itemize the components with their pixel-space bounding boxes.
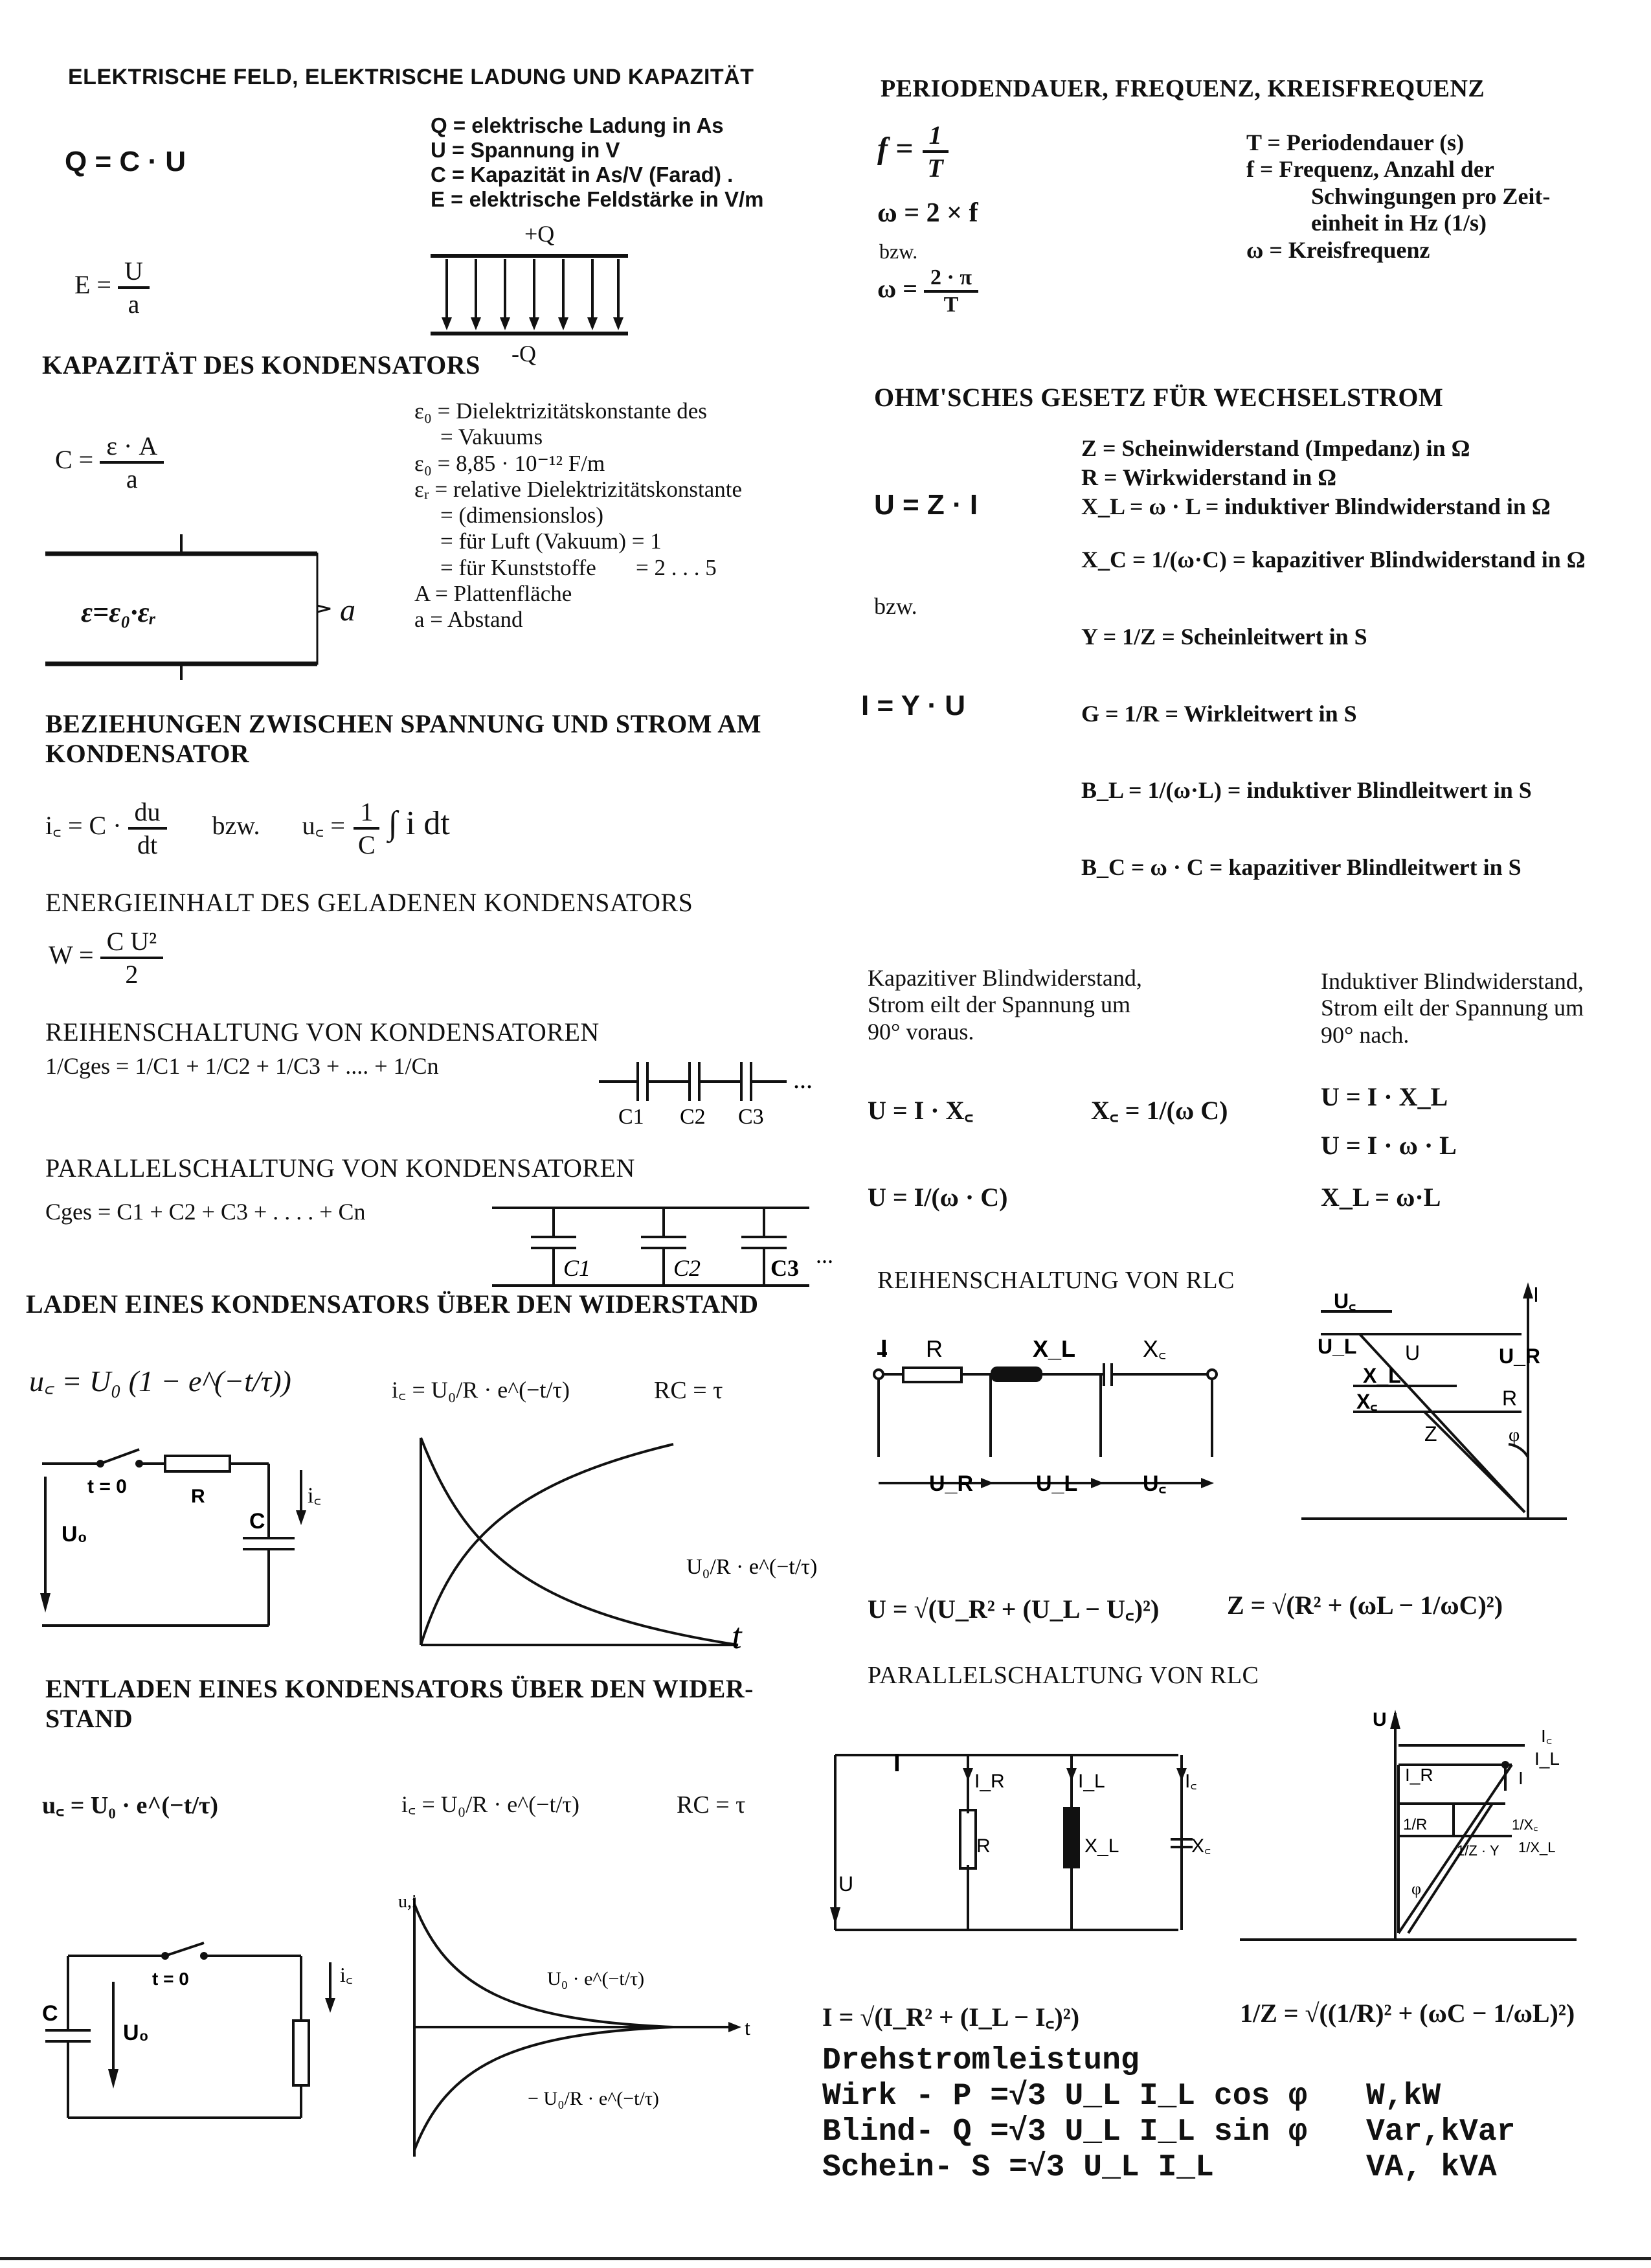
rlc-series-xc-label: X꜀ [1143,1335,1167,1362]
series-capacitors-diagram [599,1056,845,1127]
charging-r-label: R [191,1486,205,1507]
discharging-rc: RC = τ [677,1791,746,1819]
threephase-unit-p: W,kW [1366,2079,1441,2114]
phasor-uc-label: U꜀ [1334,1289,1356,1313]
ohm-legend: Z = Scheinwiderstand (Impedanz) in Ω R = Wirkwiderstand in Ω X_L = ω · L = induktiver Blindwiderstand in Ω X_C = 1/(ω·C) = kapazitiver Blindwiderstand in Ω Y = 1/Z = Scheinleitwert in S G = 1/R = Wirkleitwert in S B_L = 1/(ω·L) = induktiver Blindleitwert in S B_C = ω · C = kapazitiver Blindleitwert in S [1081,435,1586,881]
charging-c-label: C [249,1509,265,1534]
series-c3-label: C3 [738,1105,764,1129]
formula-w: W = $\frac{\text{C U²}}{2}$ [49,926,163,990]
rlc-parallel-circuit [829,1736,1211,1949]
rlc-parallel-ir-label: I_R [974,1771,1005,1792]
cap-formula-1: U = I · X꜀ [868,1096,974,1125]
epsilon-box-label: ε=ε₀·εᵣ [81,596,156,628]
inductive-reactance-text: Induktiver Blindwiderstand, Strom eilt der Spannung um 90° nach. [1321,968,1584,1048]
threephase-row-s: Schein- S =√3 U_L I_L [822,2150,1214,2185]
par-phasor-il-label: I_L [1534,1749,1560,1769]
rlc-parallel-i-label: I [893,1750,901,1777]
formula-omega2: ω = $\frac{2 \cdot \pi}{T}$ [877,266,978,317]
threephase-unit-s: VA, kVA [1366,2150,1497,2185]
rlc-parallel-i-formula: I = √(I_R² + (I_L − I꜀)²) [822,2002,1080,2032]
phasor-u-label: U [1405,1341,1421,1365]
par-phasor-1xc-label: 1/X꜀ [1512,1817,1538,1833]
threephase-unit-q: Var,kVar [1366,2115,1516,2149]
rlc-series-u-formula: U = √(U_R² + (U_L − U꜀)²) [868,1594,1160,1624]
rlc-series-xl-label: X_L [1033,1335,1076,1362]
cap-formula-2: X꜀ = 1/(ω C) [1091,1096,1228,1125]
discharging-switch-label: t = 0 [152,1969,189,1989]
capacitor-heading: KAPAZITÄT DES KONDENSATORS [42,350,480,380]
rlc-parallel-r-label: R [976,1835,991,1857]
par-phasor-u-label: U [1373,1709,1387,1730]
rlc-parallel-il-label: I_L [1078,1771,1105,1792]
phasor-xl-label: X_L [1363,1364,1401,1387]
parallel-formula: Cges = C1 + C2 + C3 + . . . . + Cn [45,1199,366,1225]
rlc-parallel-heading: PARALLELSCHALTUNG VON RLC [868,1662,1259,1689]
field-plates-diagram [427,249,635,346]
capacitive-reactance-text: Kapazitiver Blindwiderstand, Strom eilt der Spannung um 90° voraus. [868,965,1142,1045]
rlc-parallel-ic-label: I꜀ [1185,1771,1197,1792]
parallel-c1-label: C1 [563,1255,591,1281]
parallel-c2-label: C2 [673,1255,701,1281]
ind-formula-2: U = I · ω · L [1321,1131,1457,1160]
phasor-xc-label: X꜀ [1356,1390,1378,1413]
discharging-u0-label: U₀ [123,2021,149,2045]
par-phasor-1xl-label: 1/X_L [1518,1839,1556,1855]
formula-q: Q = C · U [65,146,186,177]
phasor-r-label: R [1502,1387,1518,1410]
charging-t-axis: t [732,1616,742,1657]
discharging-t-axis: t [745,2016,750,2039]
discharging-ic-label: i꜀ [340,1963,353,1986]
capacitor-legend: ε₀ = Dielektrizitätskonstante des = Vakuums ε₀ = 8,85 · 10⁻¹² F/m εᵣ = relative Dielektrizitätskonstante = (dimensionslos) = für Luft (Vakuum) = 1 = für Kunststoffe = 2 . . . 5 A = Plattenfläche a = Abstand [414,398,743,632]
discharging-graph [398,1891,764,2163]
charging-switch-label: t = 0 [87,1476,127,1497]
par-phasor-phi-label: φ [1411,1879,1422,1898]
formula-e: E = $\frac{U}{a}$ [74,256,150,319]
rlc-series-ul-label: U_L [1036,1471,1078,1496]
par-phasor-1z-label: 1/Z · Y [1457,1843,1499,1859]
charging-curve-label: U₀/R · e^(−t/τ) [686,1555,818,1579]
rlc-parallel-phasor [1233,1700,1583,1940]
threephase-title: Drehstromleistung [822,2043,1140,2078]
rlc-series-z-formula: Z = √(R² + (ωL − 1/ωC)²) [1227,1591,1503,1620]
rlc-parallel-z-formula: 1/Z = √((1/R)² + (ωC − 1/ωL)²) [1240,1999,1575,2028]
ohm-formula-2: I = Y · U [861,690,966,721]
rlc-series-r-label: R [926,1335,943,1362]
charging-graph [414,1425,818,1658]
ind-formula-1: U = I · X_L [1321,1082,1448,1111]
formula-f: f = $\frac{1}{T}$ [877,120,950,183]
plus-q-label: +Q [524,221,555,247]
period-heading: PERIODENDAUER, FREQUENZ, KREISFREQUENZ [881,75,1485,102]
rlc-parallel-u-label: U [838,1872,854,1896]
parallel-dots: ... [816,1242,833,1268]
discharging-circuit [36,1943,353,2131]
discharging-upper-label: U₀ · e^(−t/τ) [547,1968,645,1990]
series-c2-label: C2 [680,1105,706,1129]
par-phasor-ir-label: I_R [1405,1765,1433,1785]
relations-heading: BEZIEHUNGEN ZWISCHEN SPANNUNG UND STROM AM KONDENSATOR [45,709,761,768]
gap-label: a [340,593,355,628]
threephase-row-q: Blind- Q =√3 U_L I_L sin φ [822,2115,1307,2149]
efield-heading: ELEKTRISCHE FELD, ELEKTRISCHE LADUNG UND KAPAZITÄT [68,65,754,89]
charging-ic-formula: i꜀ = U₀/R · e^(−t/τ) [392,1377,570,1403]
period-bzw: bzw. [879,240,918,263]
par-phasor-i-label: I [1518,1768,1523,1788]
rlc-series-phasor [1295,1282,1573,1528]
phasor-phi-label: φ [1509,1424,1520,1446]
rlc-series-uc-label: U꜀ [1143,1471,1167,1496]
discharging-ic-formula: i꜀ = U₀/R · e^(−t/τ) [401,1791,579,1817]
series-formula: 1/Cges = 1/C1 + 1/C2 + 1/C3 + .... + 1/Cn [45,1053,439,1079]
phasor-ur-label: U_R [1499,1344,1541,1368]
discharging-c-label: C [42,2001,58,2026]
formula-ic: i꜀ = C · $\frac{du}{dt}$ bzw. u꜀ = $\frac{1}{C}$ ∫ i dt [45,797,450,859]
threephase-row-p: Wirk - P =√3 U_L I_L cos φ [822,2079,1307,2114]
ohm-heading: OHM'SCHES GESETZ FÜR WECHSELSTROM [874,383,1444,412]
charging-circuit [36,1438,333,1645]
charging-rc: RC = τ [654,1377,723,1404]
par-phasor-ic-label: I꜀ [1541,1726,1553,1746]
period-legend: T = Periodendauer (s) f = Frequenz, Anzahl der Schwingungen pro Zeit- einheit in Hz (1/s) ω = Kreisfrequenz [1246,130,1551,263]
par-phasor-1r-label: 1/R [1403,1816,1428,1833]
minus-q-label: -Q [511,341,536,367]
discharging-uc-formula: u꜀ = U₀ · e^(−t/τ) [42,1792,219,1819]
rlc-series-heading: REIHENSCHALTUNG VON RLC [877,1267,1235,1294]
parallel-capacitors-diagram [492,1201,855,1295]
phasor-z-label: Z [1424,1422,1437,1446]
rlc-parallel-xl-label: X_L [1084,1835,1119,1857]
parallel-heading: PARALLELSCHALTUNG VON KONDENSATOREN [45,1153,635,1183]
series-c1-label: C1 [618,1105,644,1129]
efield-legend: Q = elektrische Ladung in As U = Spannung in V C = Kapazität in As/V (Farad) . E = elektrische Feldstärke in V/m [431,113,764,211]
charging-u0-label: U₀ [62,1522,87,1547]
cap-formula-3: U = I/(ω · C) [868,1183,1008,1212]
page-edge [0,2257,1651,2260]
ohm-formula-1: U = Z · I [874,489,978,521]
ohm-bzw: bzw. [874,593,917,619]
series-dots: ... [793,1065,813,1094]
energy-heading: ENERGIEINHALT DES GELADENEN KONDENSATORS [45,888,693,917]
rlc-parallel-xc-label: X꜀ [1191,1835,1211,1857]
discharging-lower-label: − U₀/R · e^(−t/τ) [528,2088,659,2109]
phasor-i-label: I [1533,1283,1539,1306]
charging-ic-label: i꜀ [308,1484,322,1508]
series-heading: REIHENSCHALTUNG VON KONDENSATOREN [45,1017,600,1047]
rlc-series-ur-label: U_R [929,1471,974,1496]
rlc-series-circuit [871,1328,1220,1509]
parallel-c3-label: C3 [770,1255,799,1281]
phasor-ul-label: U_L [1318,1335,1357,1358]
charging-heading: LADEN EINES KONDENSATORS ÜBER DEN WIDERSTAND [26,1289,759,1319]
formula-omega1: ω = 2 × f [877,198,978,228]
discharging-heading: ENTLADEN EINES KONDENSATORS ÜBER DEN WIDER- STAND [45,1674,754,1733]
discharging-axis-label: u,i [398,1892,417,1912]
rlc-series-i-label: I [881,1335,888,1363]
charging-uc-formula: u꜀ = U₀ (1 − e^(−t/τ)) [29,1365,291,1398]
ind-formula-3: X_L = ω·L [1321,1183,1441,1212]
formula-c: C = $\frac{\varepsilon \cdot A}{a}$ [55,431,164,494]
